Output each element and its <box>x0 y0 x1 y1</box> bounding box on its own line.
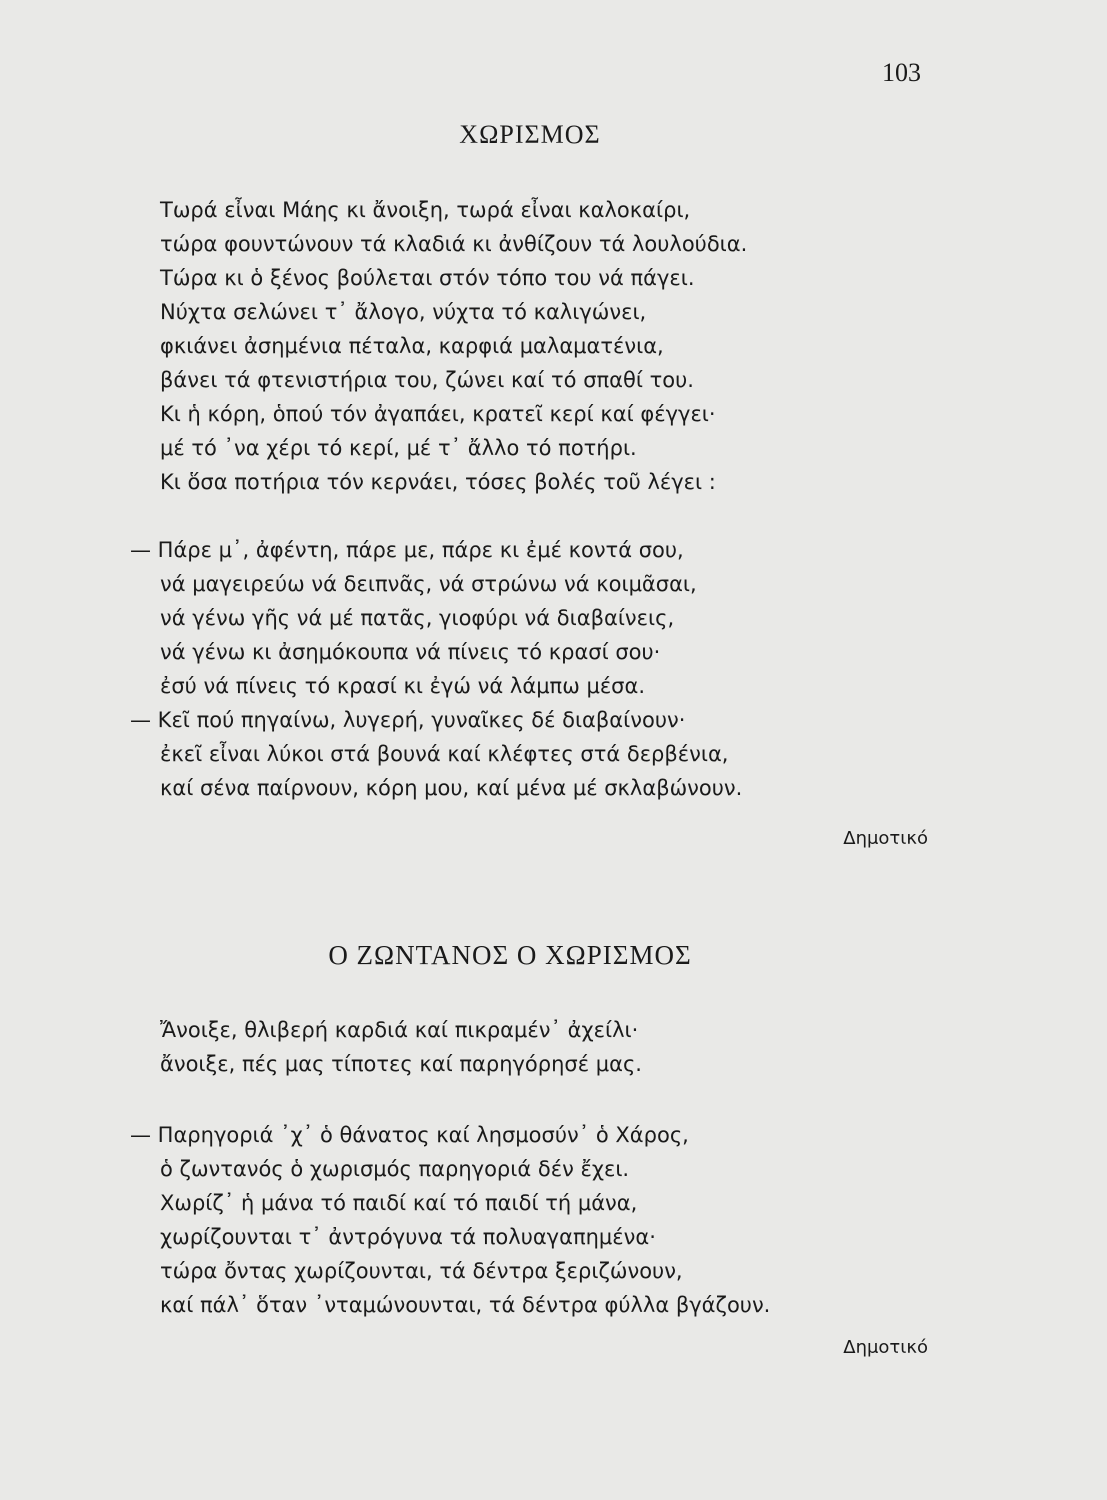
poem-title: Ο ΖΩΝΤΑΝΟΣ Ο ΧΩΡΙΣΜΟΣ <box>328 940 692 970</box>
verse-line: μέ τό ᾽να χέρι τό κερί, μέ τ᾽ ἄλλο τό ποτήρι. <box>160 436 637 460</box>
verse-line: Κι ὅσα ποτήρια τόν κερνάει, τόσες βολές τοῦ λέγει : <box>160 470 716 494</box>
verse-line: Νύχτα σελώνει τ᾽ ἄλογο, νύχτα τό καλιγώνει, <box>160 300 647 324</box>
verse-line: ἐκεῖ εἶναι λύκοι στά βουνά καί κλέφτες στά δερβένια, <box>160 742 729 766</box>
poem-title: ΧΩΡΙΣΜΟΣ <box>459 120 601 149</box>
verse-line: καί σένα παίρνουν, κόρη μου, καί μένα μέ σκλαβώνουν. <box>160 776 743 800</box>
poem-stanza <box>160 193 747 499</box>
verse-line: νά γένω γῆς νά μέ πατᾶς, γιοφύρι νά διαβαίνεις, <box>160 606 675 630</box>
page-number: 103 <box>882 58 921 87</box>
verse-line: νά γένω κι ἀσημόκουπα νά πίνεις τό κρασί σου· <box>160 640 661 664</box>
verse-line: — Παρηγοριά ᾽χ᾽ ὁ θάνατος καί λησμοσύν᾽ ὁ Χάρος, <box>130 1123 689 1147</box>
verse-line: Χωρίζ᾽ ἡ μάνα τό παιδί καί τό παιδί τή μάνα, <box>160 1191 638 1215</box>
poem-stanza <box>130 1118 771 1322</box>
poem-stanza <box>160 1013 642 1081</box>
verse-line: Κι ἡ κόρη, ὁπού τόν ἀγαπάει, κρατεῖ κερί καί φέγγει· <box>160 402 716 426</box>
verse-line: ἐσύ νά πίνεις τό κρασί κι ἐγώ νά λάμπω μέσα. <box>160 674 645 698</box>
verse-line: Ἄνοιξε, θλιβερή καρδιά καί πικραμέν᾽ ἀχείλι· <box>160 1018 639 1042</box>
verse-line: Τώρα κι ὁ ξένος βούλεται στόν τόπο του νά πάγει. <box>160 266 695 290</box>
verse-line: Τωρά εἶναι Μάης κι ἄνοιξη, τωρά εἶναι καλοκαίρι, <box>160 198 691 222</box>
verse-line: χωρίζουνται τ᾽ ἀντρόγυνα τά πολυαγαπημένα· <box>160 1225 656 1249</box>
verse-line: τώρα φουντώνουν τά κλαδιά κι ἀνθίζουν τά λουλούδια. <box>160 232 748 256</box>
verse-line: βάνει τά φτενιστήρια του, ζώνει καί τό σπαθί του. <box>160 368 694 392</box>
verse-line: ἄνοιξε, πές μας τίποτες καί παρηγόρησέ μας. <box>160 1052 642 1076</box>
verse-line: — Πάρε μ᾽, ἀφέντη, πάρε με, πάρε κι ἐμέ κοντά σου, <box>130 538 684 562</box>
verse-line: φκιάνει ἀσημένια πέταλα, καρφιά μαλαματένια, <box>160 334 664 358</box>
verse-line: ὁ ζωντανός ὁ χωρισμός παρηγοριά δέν ἔχει. <box>160 1157 630 1181</box>
verse-line: νά μαγειρεύω νά δειπνᾶς, νά στρώνω νά κοιμᾶσαι, <box>160 572 697 596</box>
poem-source: Δημοτικό <box>843 1337 928 1358</box>
verse-line: τώρα ὄντας χωρίζουνται, τά δέντρα ξεριζώνουν, <box>160 1259 683 1283</box>
poem-source: Δημοτικό <box>843 828 928 849</box>
verse-line: — Κεῖ πού πηγαίνω, λυγερή, γυναῖκες δέ διαβαίνουν· <box>130 708 686 732</box>
verse-line: καί πάλ᾽ ὅταν ᾽νταμώνουνται, τά δέντρα φύλλα βγάζουν. <box>160 1293 771 1317</box>
poem-stanza <box>130 533 743 805</box>
